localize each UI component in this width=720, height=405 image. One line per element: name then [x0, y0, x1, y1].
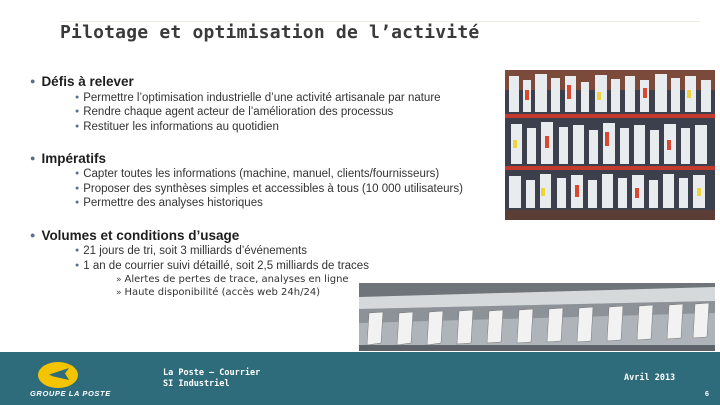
page-number: 6	[705, 391, 709, 398]
section-heading-imperatifs: ● Impératifs	[30, 151, 106, 166]
sub-bullet-icon: »	[116, 275, 122, 285]
bullet-icon: ●	[30, 76, 36, 86]
bullet-icon: ●	[75, 199, 80, 206]
bullet-icon: ●	[75, 247, 80, 254]
bullet-icon: ●	[30, 153, 36, 163]
sub-list-item: » Alertes de pertes de trace, analyses en ligne	[116, 274, 349, 285]
list-item: ● Rendre chaque agent acteur de l’amélioration des processus	[75, 106, 394, 118]
bullet-icon: ●	[75, 108, 80, 115]
bullet-icon: ●	[75, 170, 80, 177]
brand-name: GROUPE LA POSTE	[30, 389, 111, 398]
mail-sorting-rack-photo	[505, 70, 715, 220]
bullet-icon: ●	[75, 94, 80, 101]
list-item: ● Restituer les informations au quotidien	[75, 121, 279, 133]
section-heading-volumes: ● Volumes et conditions d’usage	[30, 228, 240, 243]
footer-bar	[0, 352, 720, 405]
bullet-icon: ●	[75, 123, 80, 130]
department-line-1: La Poste – Courrier	[163, 368, 261, 378]
footer-date: Avril 2013	[624, 373, 676, 383]
list-item: ● Proposer des synthèses simples et accessibles à tous (10 000 utilisateurs)	[75, 183, 463, 195]
list-item: ● Permettre des analyses historiques	[75, 197, 263, 209]
sorting-machine-photo	[359, 283, 715, 351]
list-item: ● 1 an de courrier suivi détaillé, soit 2,5 milliards de traces	[75, 260, 369, 272]
bullet-icon: ●	[75, 262, 80, 269]
list-item: ● Permettre l’optimisation industrielle d’une activité artisanale par nature	[75, 92, 441, 104]
sub-list-item: » Haute disponibilité (accès web 24h/24)	[116, 287, 321, 298]
sub-bullet-icon: »	[116, 288, 122, 298]
bullet-icon: ●	[30, 230, 36, 240]
bullet-icon: ●	[75, 185, 80, 192]
list-item: ● Capter toutes les informations (machine, manuel, clients/fournisseurs)	[75, 168, 440, 180]
page-title: Pilotage et optimisation de l’activité	[60, 22, 480, 43]
department-line-2: SI Industriel	[163, 379, 230, 389]
list-item: ● 21 jours de tri, soit 3 milliards d’événements	[75, 245, 307, 257]
section-heading-defis: ● Défis à relever	[30, 74, 134, 89]
